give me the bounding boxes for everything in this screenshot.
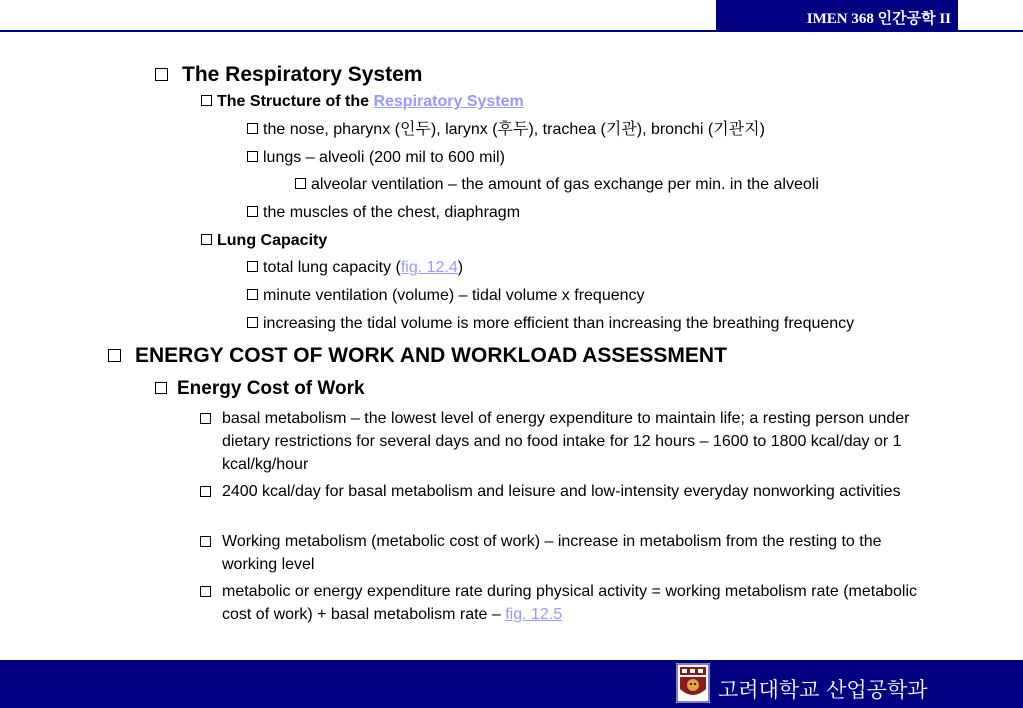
checkbox-bullet-icon [247,261,258,272]
outline-item-basal-metabolism: basal metabolism – the lowest level of energy expenditure to maintain life; a resting person under dietary restrictions for several days and no food intake for 12 hours – 1600 to 1800 kcal/day or 1 kcal/kg/hour [222,407,922,476]
outline-item-2400-kcal: 2400 kcal/day for basal metabolism and leisure and low-intensity everyday nonworking activities [222,480,922,503]
checkbox-bullet-icon [200,586,211,597]
outline-item-energy-cost: ENERGY COST OF WORK AND WORKLOAD ASSESSMENT [108,344,727,368]
outline-item-alveolar: alveolar ventilation – the amount of gas exchange per min. in the alveoli [295,176,819,194]
checkbox-bullet-icon [200,536,211,547]
course-title: IMEN 368 인간공학 II [806,11,951,27]
checkbox-bullet-icon [201,95,212,106]
checkbox-bullet-icon [247,289,258,300]
outline-item-tidal-volume: increasing the tidal volume is more efficient than increasing the breathing frequency [247,315,854,333]
checkbox-bullet-icon [108,349,121,362]
checkbox-bullet-icon [155,68,168,81]
outline-item-working-metabolism: Working metabolism (metabolic cost of work) – increase in metabolism from the resting to the working level [222,530,922,576]
outline-item-muscles: the muscles of the chest, diaphragm [247,204,520,222]
fig-12-4-link[interactable]: fig. 12.4 [400,259,458,276]
checkbox-bullet-icon [247,206,258,217]
checkbox-bullet-icon [201,234,212,245]
outline-item-total-capacity: total lung capacity (fig. 12.4) [247,259,463,277]
outline-item-lung-capacity: Lung Capacity [201,232,327,250]
checkbox-bullet-icon [247,317,258,328]
checkbox-bullet-icon [200,486,211,497]
checkbox-bullet-icon [247,151,258,162]
department-name: 고려대학교 산업공학과 [718,678,928,702]
checkbox-bullet-icon [155,382,167,394]
outline-item-nose: the nose, pharynx (인두), larynx (후두), trachea (기관), bronchi (기관지) [247,121,765,139]
checkbox-bullet-icon [200,413,211,424]
outline-item-lungs: lungs – alveoli (200 mil to 600 mil) [247,149,505,167]
outline-item-minute-ventilation: minute ventilation (volume) – tidal volume x frequency [247,287,645,305]
outline-item-expenditure-rate: metabolic or energy expenditure rate during physical activity = working metabolism rate (metabolic cost of work) + basal metabolism rate – fig. 12.5 [222,580,922,626]
respiratory-system-link[interactable]: Respiratory System [373,93,524,110]
outline-item-structure: The Structure of the Respiratory System [201,93,524,111]
header-divider [0,30,1023,32]
fig-12-5-link[interactable]: fig. 12.5 [505,606,563,623]
checkbox-bullet-icon [295,178,306,189]
checkbox-bullet-icon [247,123,258,134]
university-crest-icon [676,663,710,703]
outline-item-energy-cost-of-work: Energy Cost of Work [155,378,365,400]
outline-item-respiratory-system: The Respiratory System [155,63,422,87]
